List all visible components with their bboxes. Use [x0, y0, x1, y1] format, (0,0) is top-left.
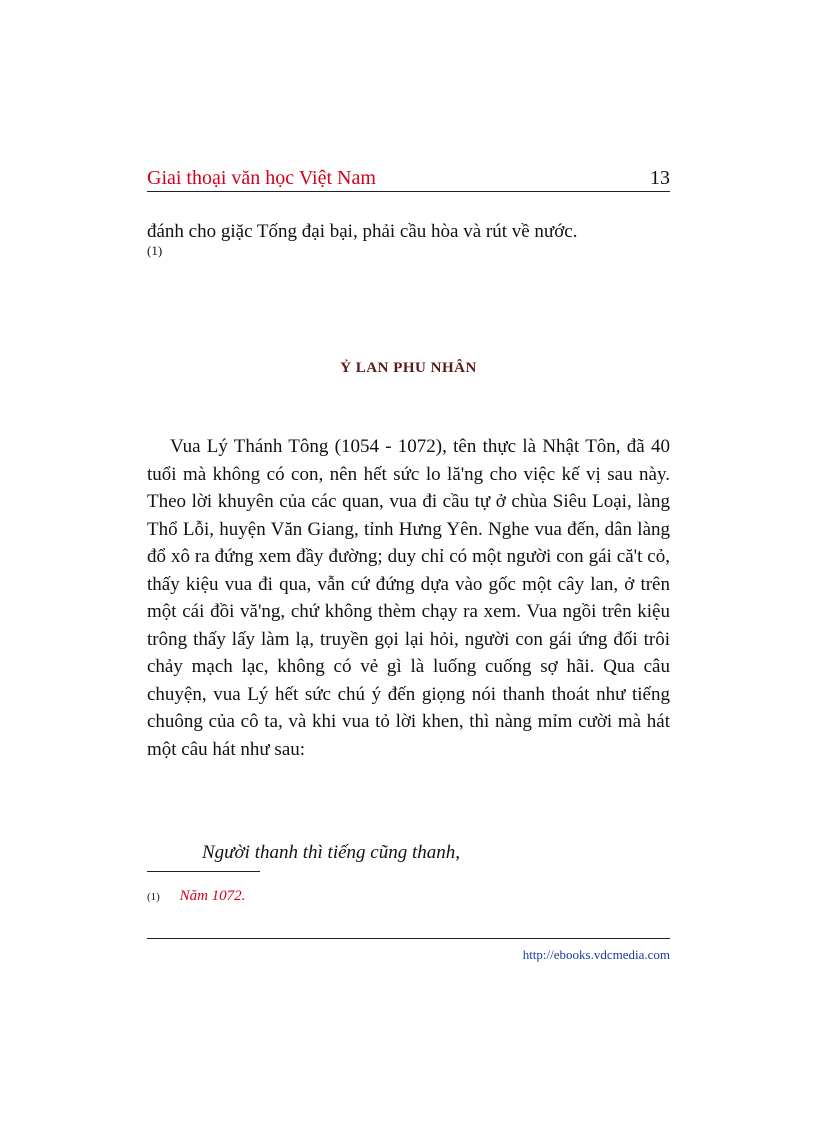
story-body [147, 433, 670, 763]
story-paragraph: Vua Lý Thánh Tông (1054 - 1072), tên thực là Nhật Tôn, đã 40 tuổi mà không có con, nên hết sức lo lă'ng cho việc kế vị sau này. Theo lời khuyên của các quan, vua đi cầu tự ở chùa Siêu Loại, làng Thổ Lỗi, huyện Văn Giang, tỉnh Hưng Yên. Nghe vua đến, dân làng đổ xô ra đứng xem đầy đường; duy chỉ có một người con gái că't cỏ, thấy kiệu vua đi qua, vẫn cứ đứng dựa vào gốc một cây lan, ở trên một cái đồi vă'ng, chứ không thèm chạy ra xem. Vua ngồi trên kiệu trông thấy lấy làm lạ, truyền gọi lại hỏi, người con gái ứng đối trôi chảy mạch lạc, không có vẻ gì là luống cuống sợ hãi. Qua câu chuyện, vua Lý hết sức chú ý đến giọng nói thanh thoát như tiếng chuông của cô ta, và khi vua tỏ lời khen, thì nàng mỉm cười mà hát một câu hát như sau: [147, 436, 670, 760]
footnote-separator [147, 871, 260, 872]
footnote-reference: (1) [147, 243, 163, 258]
footnote [147, 886, 245, 907]
section-heading: Ỷ LAN PHU NHÂN [340, 360, 477, 376]
verse-line: Người thanh thì tiếng cũng thanh, [202, 842, 460, 863]
running-header [147, 166, 670, 192]
footnote-marker: (1) [147, 891, 160, 903]
page-number: 13 [650, 167, 670, 189]
continuation-text: đánh cho giặc Tống đại bại, phải cầu hòa và rút về nước. [147, 221, 578, 242]
footer-link[interactable]: http://ebooks.vdcmedia.com [522, 947, 670, 962]
book-title: Giai thoại văn học Việt Nam [147, 167, 376, 189]
footnote-text: Năm 1072. [179, 888, 246, 904]
footer-divider [147, 938, 670, 939]
